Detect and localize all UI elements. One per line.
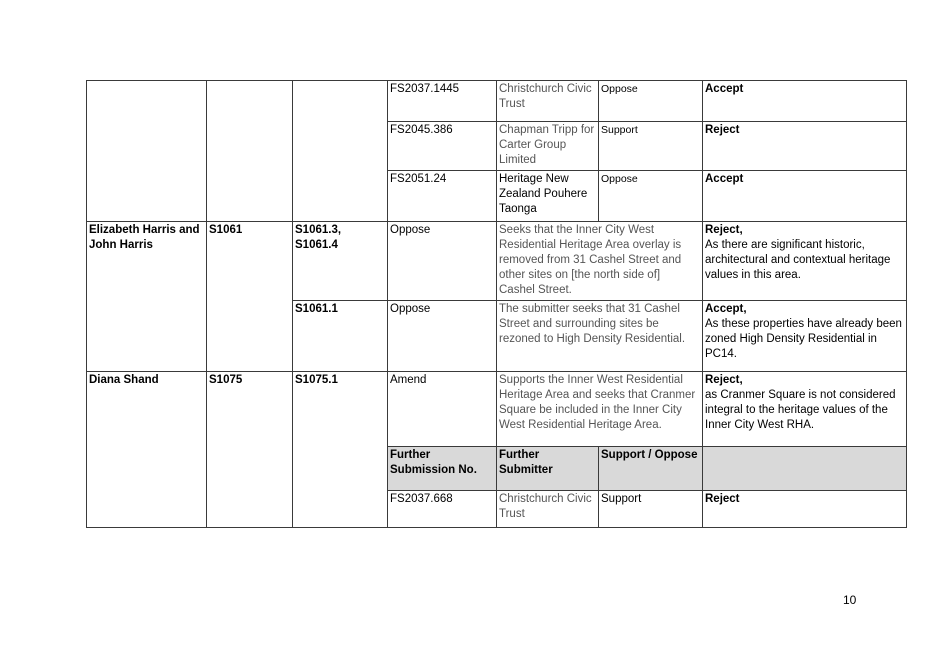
submitter-name: Elizabeth Harris and John Harris <box>87 222 207 372</box>
submission-summary: Supports the Inner West Residential Heritage Area and seeks that Cranmer Square be included in the Inner City West Residential Heritage Area. <box>497 372 703 447</box>
submission-cell <box>207 81 293 222</box>
submission-point: S1061.1 <box>293 301 388 372</box>
submission-number: S1075 <box>207 372 293 528</box>
page-number: 10 <box>843 593 857 607</box>
table-row <box>87 81 907 122</box>
decision-text: As there are significant historic, architectural and contextual heritage values in this area. <box>705 239 891 281</box>
further-submitter: Christchurch Civic Trust <box>497 491 599 528</box>
decision: Accept <box>703 81 907 122</box>
submissions-table <box>86 80 907 528</box>
decision <box>703 301 907 372</box>
further-submitter: Heritage New Zealand Pouhere Taonga <box>497 171 599 222</box>
position: Oppose <box>388 301 497 372</box>
further-submission-no: FS2045.386 <box>388 122 497 171</box>
decision: Reject <box>703 491 907 528</box>
support-oppose: Support <box>599 491 703 528</box>
header-decision-blank <box>703 447 907 491</box>
further-submitter: Chapman Tripp for Carter Group Limited <box>497 122 599 171</box>
submission-summary: The submitter seeks that 31 Cashel Street and surrounding sites be rezoned to High Density Residential. <box>497 301 703 372</box>
point-cell <box>293 81 388 222</box>
header-further-submission-no: Further Submission No. <box>388 447 497 491</box>
submission-number: S1061 <box>207 222 293 372</box>
submission-point: S1061.3, S1061.4 <box>293 222 388 301</box>
support-oppose: Support <box>599 122 703 171</box>
decision-head: Reject, <box>705 374 743 386</box>
decision: Reject <box>703 122 907 171</box>
decision-head: Reject, <box>705 224 743 236</box>
decision-text: As these properties have already been zoned High Density Residential in PC14. <box>705 318 902 360</box>
position: Amend <box>388 372 497 447</box>
decision <box>703 222 907 301</box>
support-oppose: Oppose <box>599 81 703 122</box>
header-further-submitter: Further Submitter <box>497 447 599 491</box>
decision: Accept <box>703 171 907 222</box>
submitter-cell <box>87 81 207 222</box>
further-submission-no: FS2037.668 <box>388 491 497 528</box>
submission-point: S1075.1 <box>293 372 388 528</box>
decision-head: Accept, <box>705 303 747 315</box>
header-support-oppose: Support / Oppose <box>599 447 703 491</box>
table-row <box>87 222 907 301</box>
position: Oppose <box>388 222 497 301</box>
further-submission-no: FS2051.24 <box>388 171 497 222</box>
decision-text: as Cranmer Square is not considered integral to the heritage values of the Inner City West RHA. <box>705 389 896 431</box>
further-submitter: Christchurch Civic Trust <box>497 81 599 122</box>
support-oppose: Oppose <box>599 171 703 222</box>
submission-summary: Seeks that the Inner City West Residential Heritage Area overlay is removed from 31 Cashel Street and other sites on [the north side of] Cashel Street. <box>497 222 703 301</box>
decision <box>703 372 907 447</box>
submitter-name: Diana Shand <box>87 372 207 528</box>
further-submission-no: FS2037.1445 <box>388 81 497 122</box>
table-row <box>87 372 907 447</box>
